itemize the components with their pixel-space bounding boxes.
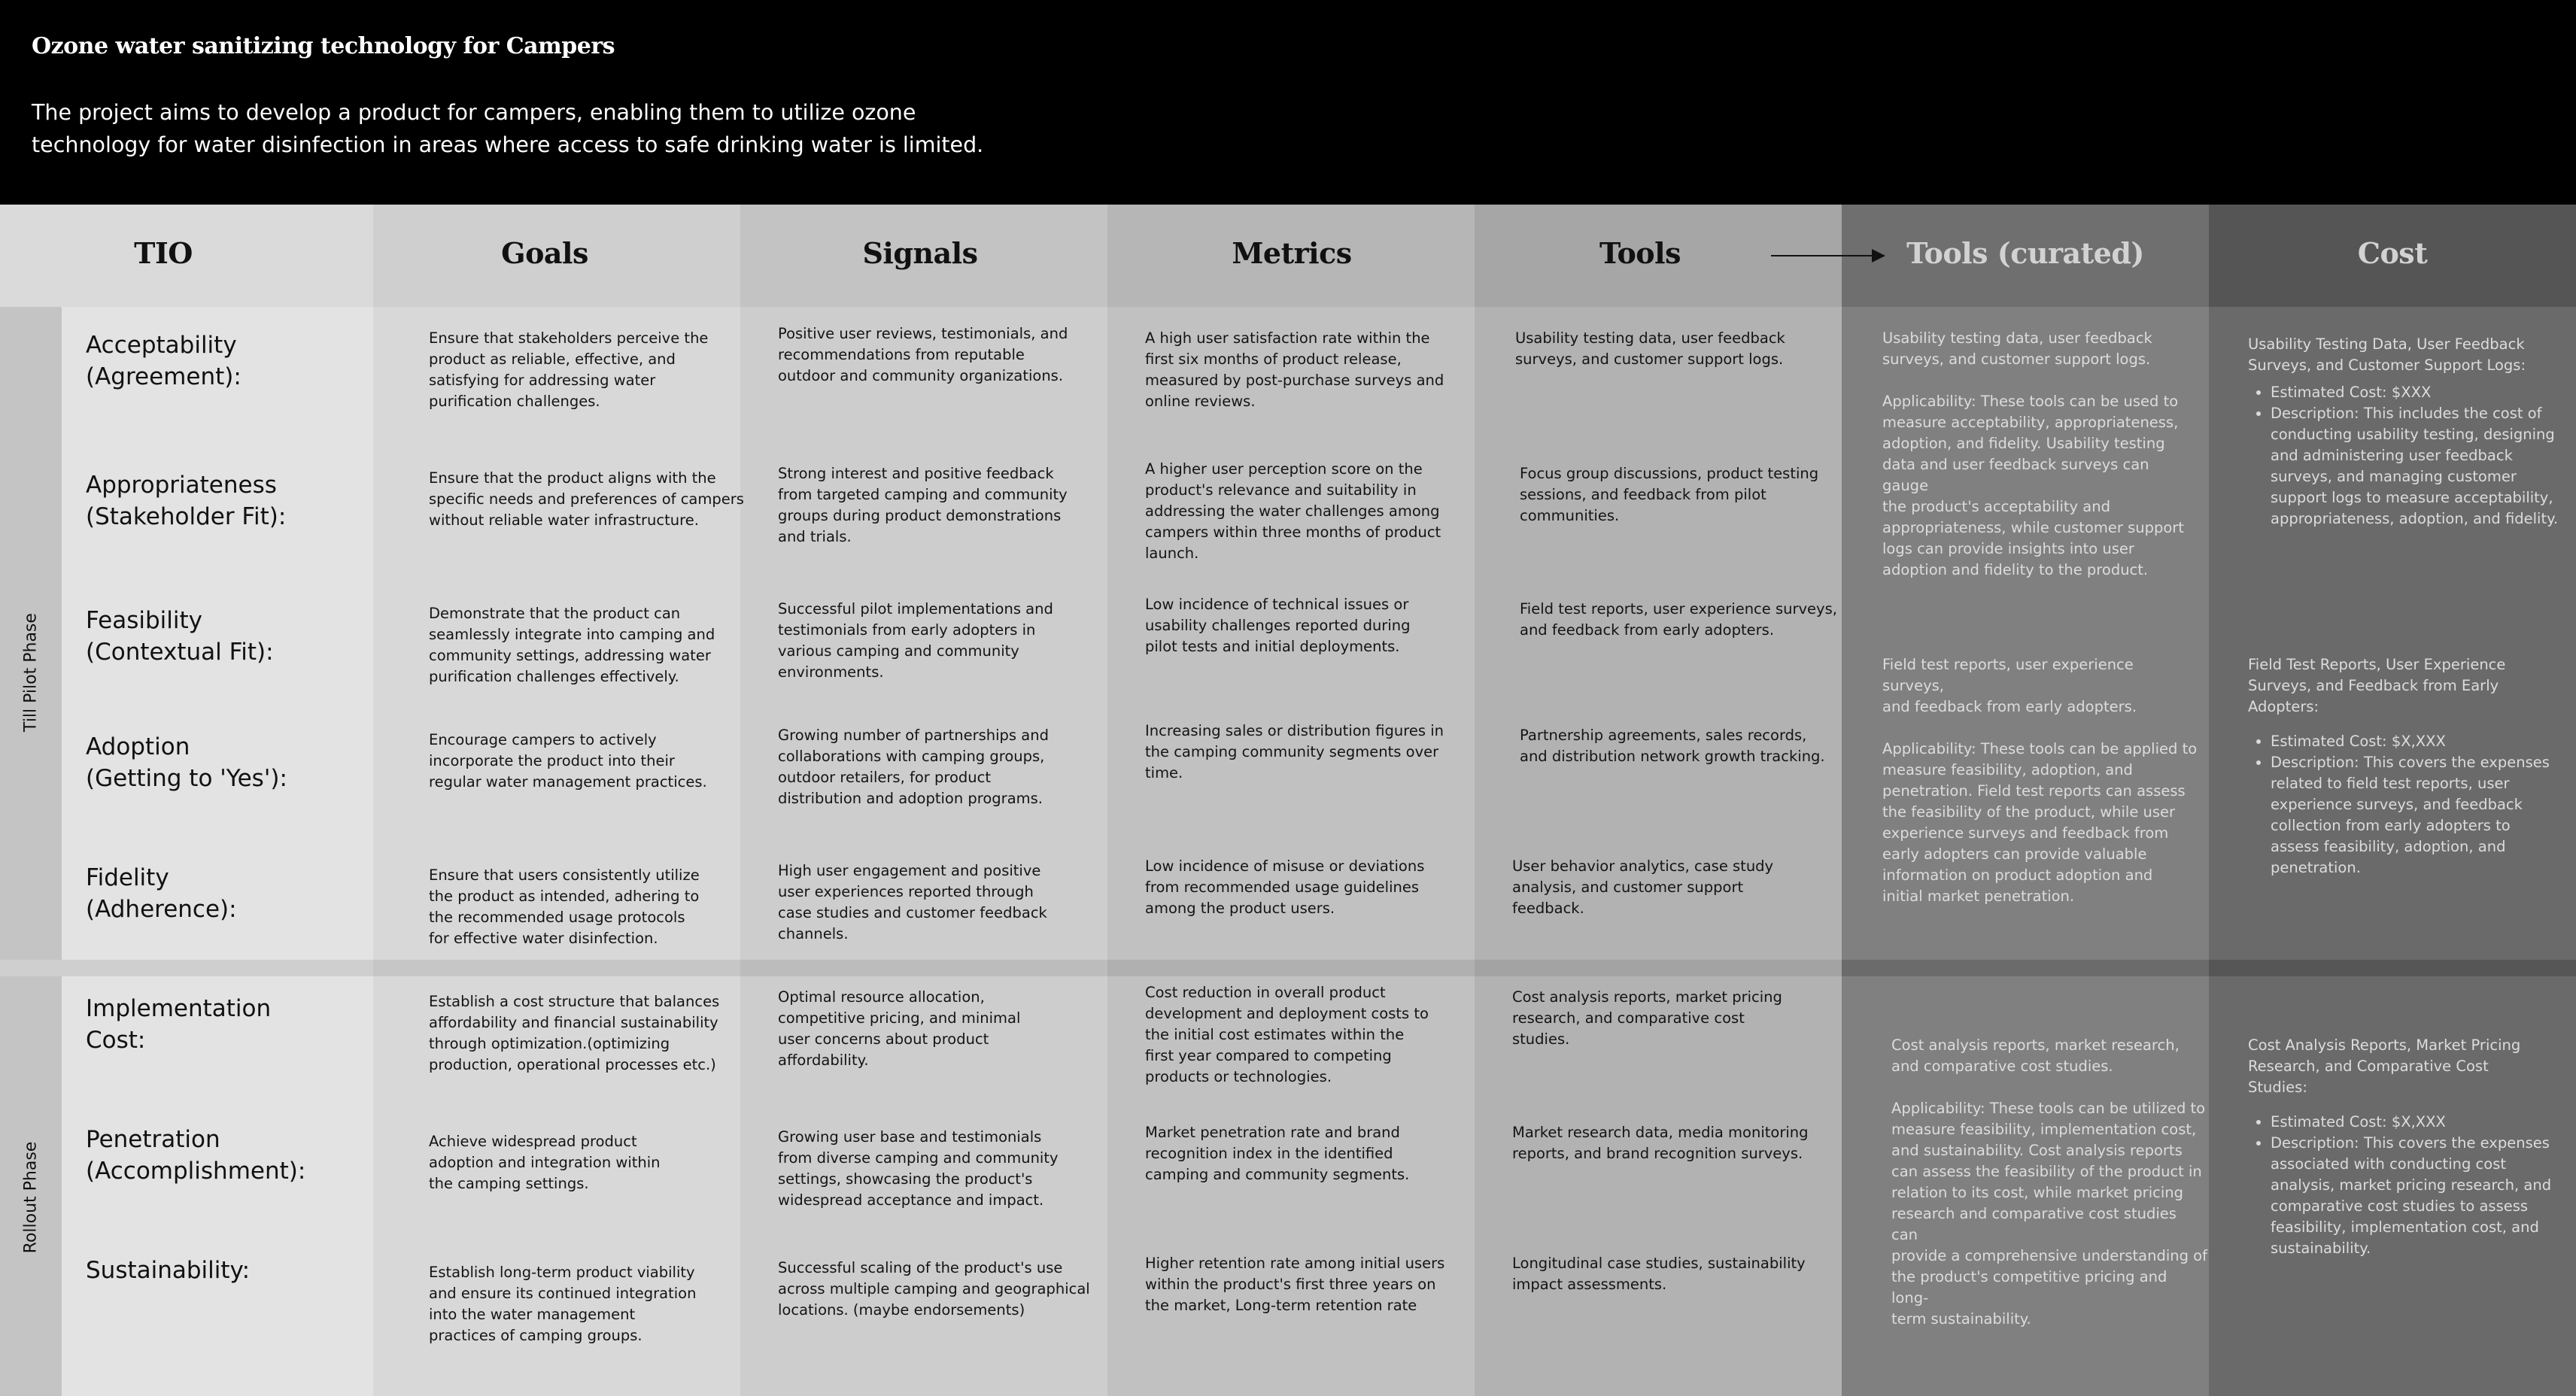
estimated-cost: • Estimated Cost: $X,XXX bbox=[2271, 731, 2559, 752]
phase-label-pilot: Till Pilot Phase bbox=[21, 613, 41, 732]
tio-label: Implementation Cost: bbox=[86, 995, 272, 1054]
header-signals: Signals bbox=[862, 236, 978, 270]
tio-label: Acceptability (Agreement): bbox=[86, 332, 242, 390]
tool-cell: Usability testing data, user feedback surveys, and customer support logs. bbox=[1515, 329, 1785, 368]
goal-cell: Demonstrate that the product can seamlessly integrate into camping and community settings, addressing water purification challenges effectively. bbox=[429, 605, 715, 685]
cost-title: Cost Analysis Reports, Market Pricing Research, and Comparative Cost Studies: bbox=[2248, 1036, 2521, 1096]
tio-label: Sustainability: bbox=[86, 1257, 251, 1284]
cost-block bbox=[2248, 334, 2559, 530]
curated-tools-text: Usability testing data, user feedback surveys, and customer support logs. bbox=[1882, 329, 2152, 368]
metric-cell: Market penetration rate and brand recognition index in the identified camping and community segments. bbox=[1145, 1124, 1410, 1183]
signal-cell: Positive user reviews, testimonials, and recommendations from reputable outdoor and community organizations. bbox=[778, 325, 1068, 384]
phase-divider bbox=[740, 960, 1107, 976]
tool-cell: Cost analysis reports, market pricing research, and comparative cost studies. bbox=[1512, 988, 1782, 1048]
cost-list bbox=[2248, 1112, 2559, 1259]
project-description: The project aims to develop a product for campers, enabling them to utilize ozone technology for water disinfection in areas where access to safe drinking water is limited. bbox=[32, 100, 984, 157]
curated-tools-block bbox=[1882, 654, 2198, 928]
goal-cell: Establish long-term product viability and ensure its continued integration into the water management practices of camping groups. bbox=[429, 1264, 697, 1344]
cost-list bbox=[2248, 382, 2559, 530]
signal-cell: High user engagement and positive user experiences reported through case studies and customer feedback channels. bbox=[778, 862, 1047, 942]
tool-cell: User behavior analytics, case study analysis, and customer support feedback. bbox=[1512, 857, 1774, 917]
header-tio: TIO bbox=[134, 236, 193, 270]
metric-cell: Higher retention rate among initial users within the product's first three years on the market, Long-term retention rate bbox=[1145, 1255, 1445, 1314]
tool-cell: Field test reports, user experience surveys, and feedback from early adopters. bbox=[1520, 600, 1837, 639]
tool-cell: Focus group discussions, product testing sessions, and feedback from pilot communities. bbox=[1520, 465, 1819, 524]
phase-sidebar-rollout bbox=[0, 976, 62, 1396]
metric-cell: Cost reduction in overall product development and deployment costs to the initial cost estimates within the first year compared to competing products or technologies. bbox=[1145, 984, 1429, 1085]
goal-cell: Ensure that the product aligns with the specific needs and preferences of campers without reliable water infrastructure. bbox=[429, 469, 744, 529]
phase-divider bbox=[1475, 960, 1842, 976]
signal-cell: Optimal resource allocation, competitive pricing, and minimal user concerns about product affordability. bbox=[778, 988, 1021, 1069]
tio-label: Adoption (Getting to 'Yes'): bbox=[86, 733, 287, 792]
header-cost: Cost bbox=[2357, 236, 2428, 270]
phase-divider bbox=[373, 960, 740, 976]
cost-description: • Description: This includes the cost of conducting usability testing, designing and administering user feedback surveys, and managing customer support logs to measure acceptability, appropriateness, adoption, and fidelity. bbox=[2271, 403, 2559, 530]
tio-label: Appropriateness (Stakeholder Fit): bbox=[86, 472, 287, 530]
goal-cell: Ensure that users consistently utilize the product as intended, adhering to the recommended usage protocols for effective water disinfection. bbox=[429, 866, 700, 947]
goal-cell: Achieve widespread product adoption and integration within the camping settings. bbox=[429, 1133, 661, 1192]
phase-divider bbox=[0, 960, 373, 976]
phase-divider bbox=[2209, 960, 2576, 976]
estimated-cost: • Estimated Cost: $XXX bbox=[2271, 382, 2559, 403]
signal-cell: Strong interest and positive feedback from targeted camping and community groups during product demonstrations and trials. bbox=[778, 465, 1068, 545]
signal-cell: Successful scaling of the product's use across multiple camping and geographical locations. (maybe endorsements) bbox=[778, 1259, 1090, 1319]
header-tools-curated: Tools (curated) bbox=[1906, 236, 2144, 270]
metric-cell: A higher user perception score on the product's relevance and suitability in addressing the water challenges among campers within three months of product launch. bbox=[1145, 460, 1441, 562]
curated-tools-block bbox=[1882, 328, 2198, 602]
tool-cell: Market research data, media monitoring reports, and brand recognition surveys. bbox=[1512, 1124, 1809, 1162]
signal-cell: Growing number of partnerships and collaborations with camping groups, outdoor retailers, for product distribution and adoption programs. bbox=[778, 727, 1049, 807]
cost-block bbox=[2248, 1035, 2559, 1259]
cost-description: • Description: This covers the expenses related to field test reports, user experience surveys, and feedback collection from early adopters to assess feasibility, adoption, and penetration. bbox=[2271, 752, 2559, 879]
goal-cell: Encourage campers to actively incorporate the product into their regular water management practices. bbox=[429, 731, 707, 791]
header-goals: Goals bbox=[501, 236, 588, 270]
tool-cell: Partnership agreements, sales records, and distribution network growth tracking. bbox=[1520, 727, 1825, 765]
estimated-cost: • Estimated Cost: $X,XXX bbox=[2271, 1112, 2559, 1133]
tools-column bbox=[1475, 205, 1842, 1396]
tio-label: Penetration (Accomplishment): bbox=[86, 1126, 306, 1185]
signal-cell: Successful pilot implementations and testimonials from early adopters in various camping and community environments. bbox=[778, 600, 1053, 681]
cost-block bbox=[2248, 654, 2559, 879]
metric-cell: Increasing sales or distribution figures in the camping community segments over time. bbox=[1145, 722, 1444, 781]
tio-label: Fidelity (Adherence): bbox=[86, 864, 237, 923]
goal-cell: Establish a cost structure that balances affordability and financial sustainability through optimization.(optimizing production, operational processes etc.) bbox=[429, 993, 720, 1073]
signal-cell: Growing user base and testimonials from diverse camping and community settings, showcasing the product's widespread acceptance and impact. bbox=[778, 1128, 1059, 1209]
page-title: Ozone water sanitizing technology for Campers bbox=[32, 33, 615, 59]
tio-label: Feasibility (Contextual Fit): bbox=[86, 607, 274, 666]
metric-cell: Low incidence of technical issues or usability challenges reported during pilot tests and initial deployments. bbox=[1145, 596, 1411, 655]
header-metrics: Metrics bbox=[1232, 236, 1352, 270]
cost-description: • Description: This covers the expenses associated with conducting cost analysis, market pricing research, and comparative cost studies to assess feasibility, implementation cost, and sustainability. bbox=[2271, 1133, 2559, 1259]
cost-title: Usability Testing Data, User Feedback Surveys, and Customer Support Logs: bbox=[2248, 335, 2526, 374]
header-tools: Tools bbox=[1599, 236, 1681, 270]
phase-sidebar-pilot bbox=[0, 307, 62, 960]
phase-divider bbox=[1842, 960, 2209, 976]
phase-label-rollout: Rollout Phase bbox=[21, 1141, 41, 1254]
curated-tools-text: Cost analysis reports, market research, and comparative cost studies. bbox=[1891, 1036, 2180, 1075]
tool-cell: Longitudinal case studies, sustainability impact assessments. bbox=[1512, 1255, 1806, 1293]
cost-list bbox=[2248, 731, 2559, 879]
curated-tools-text: Field test reports, user experience surveys, and feedback from early adopters. bbox=[1882, 656, 2137, 715]
goal-cell: Ensure that stakeholders perceive the product as reliable, effective, and satisfying for addressing water purification challenges. bbox=[429, 329, 709, 410]
curated-applicability-text: Applicability: These tools can be used to measure acceptability, appropriateness, adoption, and fidelity. Usability testing data and user feedback surveys can gauge the product's acceptability and appropriateness, while customer support logs can provide insights into user adoption and fidelity to the product. bbox=[1882, 393, 2184, 578]
phase-divider bbox=[1107, 960, 1475, 976]
curated-applicability-text: Applicability: These tools can be applied to measure feasibility, adoption, and penetration. Field test reports can assess the feasibility of the product, while user experience surveys and feedback from early adopters can provide valuable information on product adoption and initial market penetration. bbox=[1882, 740, 2198, 905]
curated-applicability-text: Applicability: These tools can be utilized to measure feasibility, implementation cost, and sustainability. Cost analysis reports can assess the feasibility of the product in relation to its cost, while market pricing research and comparative cost studies can provide a comprehensive understanding of the product's competitive pricing and long- term sustainability. bbox=[1891, 1100, 2207, 1328]
cost-title: Field Test Reports, User Experience Surveys, and Feedback from Early Adopters: bbox=[2248, 656, 2506, 715]
page-header bbox=[0, 0, 2576, 205]
metric-cell: A high user satisfaction rate within the first six months of product release, measured by post-purchase surveys and online reviews. bbox=[1145, 329, 1444, 410]
metric-cell: Low incidence of misuse or deviations from recommended usage guidelines among the product users. bbox=[1145, 857, 1425, 917]
curated-tools-block bbox=[1891, 1035, 2207, 1351]
